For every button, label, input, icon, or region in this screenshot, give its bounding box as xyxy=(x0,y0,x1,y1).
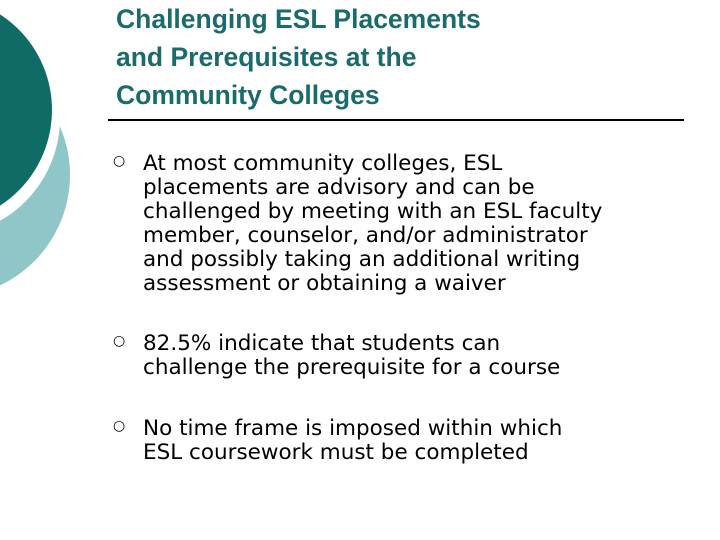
bullet-1-line-4: member, counselor, and/or administrator xyxy=(143,223,588,248)
bullet-1-line-2: placements are advisory and can be xyxy=(143,175,535,200)
bullet-text-2 xyxy=(143,332,703,380)
title-line-2: and Prerequisites at the xyxy=(116,42,417,72)
bullet-3-line-1: No time frame is imposed within which xyxy=(143,416,563,441)
bullet-1-line-3: challenged by meeting with an ESL faculty xyxy=(143,199,603,224)
bullet-2-line-2: challenge the prerequisite for a course xyxy=(143,355,561,380)
title-line-3: Community Colleges xyxy=(116,80,380,110)
bullet-text-1 xyxy=(143,152,703,296)
bullet-1-line-5: and possibly taking an additional writing xyxy=(143,247,581,272)
decorative-circles xyxy=(0,0,80,290)
bullet-circle-icon: ○ xyxy=(113,333,126,349)
bullet-circle-icon: ○ xyxy=(113,153,126,169)
bullet-1-line-6: assessment or obtaining a waiver xyxy=(143,271,506,296)
slide-title xyxy=(116,0,676,114)
bullet-2-line-1: 82.5% indicate that students can xyxy=(143,331,501,356)
title-divider xyxy=(108,119,684,121)
bullet-circle-icon: ○ xyxy=(113,418,126,434)
title-line-1: Challenging ESL Placements xyxy=(116,4,481,34)
bullet-3-line-2: ESL coursework must be completed xyxy=(143,440,529,465)
bullet-1-line-1: At most community colleges, ESL xyxy=(143,151,503,176)
bullet-text-3 xyxy=(143,417,703,465)
